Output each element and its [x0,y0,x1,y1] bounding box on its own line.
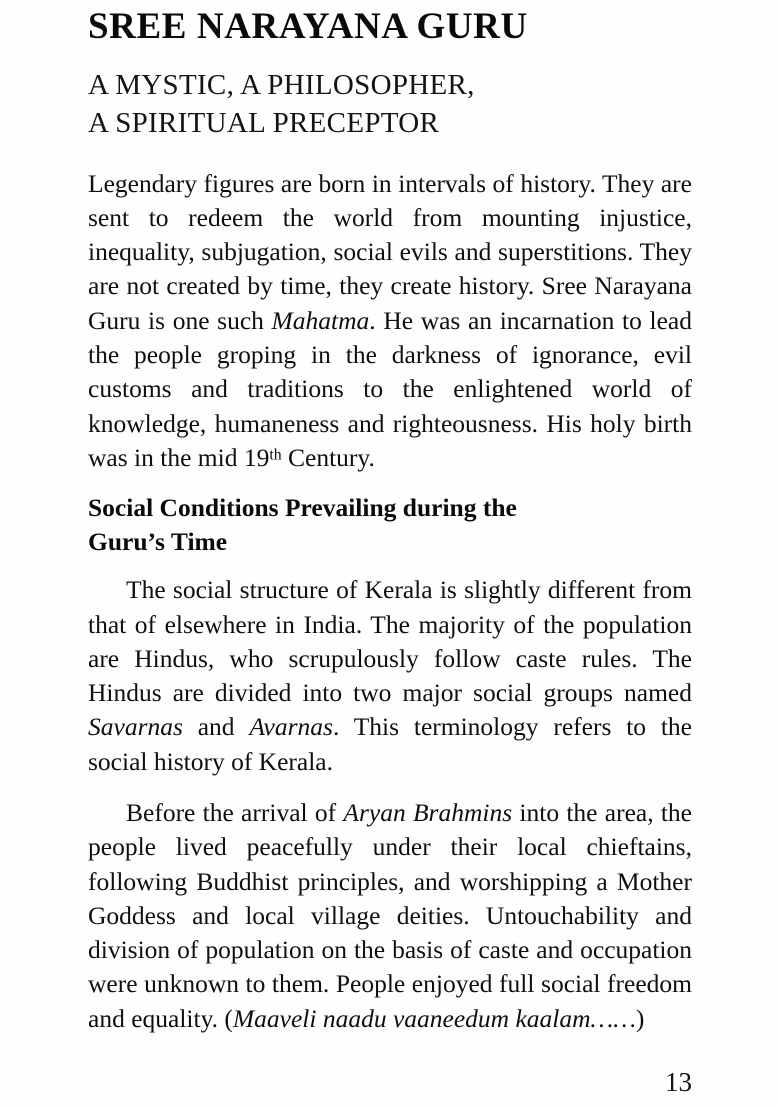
body-paragraph-2 [88,573,692,779]
paragraph-2-italic-savarnas: Savarnas [88,712,183,742]
paragraph-2-text-part-3: . This terminology refers to the social history of Kerala. [88,712,693,776]
paragraph-3-text-part-2: into the area, the people lived peacefully under their local chieftains, following Buddhist principles, and worshipping a Mother Goddess and local village deities. Untouchability and division of population on the basis of caste and occupation were unknown to them. People enjoyed full social freedom and equality. ( [88,797,692,1033]
paragraph-1-ordinal-suffix: th [269,446,282,464]
paragraph-1-text-part-3: Century. [281,442,375,472]
paragraph-1-text-part-2: . He was an incarnation to lead the people groping in the darkness of ignorance, evil customs and traditions to the enlightened world of knowledge, humaneness and righteousness. His holy birth was in the mid 19 [88,305,692,472]
section-sub-heading [88,491,692,559]
paragraph-2-text-part-2: and [182,712,250,742]
paragraph-3-italic-maaveli-quote: Maaveli naadu vaaneedum kaalam…… [232,1003,636,1033]
page-content [88,0,692,1036]
page-number: 13 [665,1067,692,1097]
page-title: SREE NARAYANA GURU [88,6,528,47]
sub-heading-line-2: Guru’s Time [88,527,228,557]
sub-heading-line-1: Social Conditions Prevailing during the [88,493,517,523]
subtitle-line-2: A SPIRITUAL PRECEPTOR [88,107,440,140]
paragraph-3-text-part-1: Before the arrival of [126,797,344,827]
paragraph-2-italic-avarnas: Avarnas [249,712,333,742]
paragraph-1-text-part-1: Legendary figures are born in intervals of history. They are sent to redeem the world from mounting injustice, inequality, subjugation, social evils and superstitions. They are not created by time, they create history. Sree Narayana Guru is one such [88,168,692,335]
subtitle-line-1: A MYSTIC, A PHILOSOPHER, [88,69,475,101]
subtitle-block [88,66,692,143]
paragraph-3-text-part-3: ) [635,1003,645,1033]
paragraph-2-text-part-1: The social structure of Kerala is slightly different from that of elsewhere in India. The majority of the population are Hindus, who scrupulously follow caste rules. The Hindus are divided into two major social groups named [88,575,692,708]
paragraph-3-italic-aryan-brahmins: Aryan Brahmins [343,797,513,827]
body-paragraph-1 [88,167,692,476]
body-paragraph-3 [88,796,692,1036]
paragraph-1-italic-mahatma: Mahatma [271,305,370,335]
